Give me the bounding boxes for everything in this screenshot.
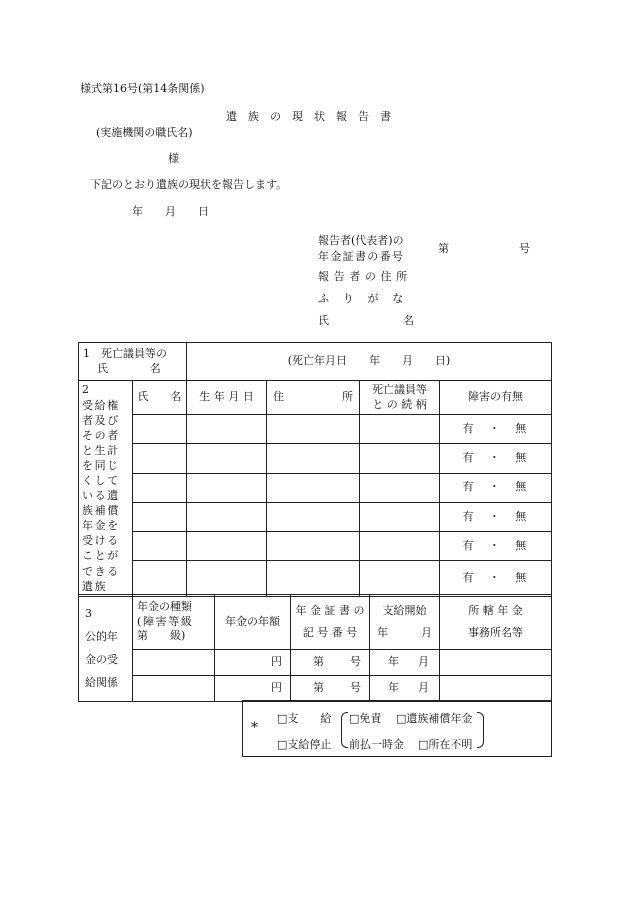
section2-table	[78, 380, 552, 597]
table-row	[79, 561, 552, 596]
relation-cell[interactable]	[360, 415, 440, 444]
status-maebarai-label: 前払一時金	[349, 738, 404, 751]
section2-number: 2	[82, 383, 89, 396]
address-cell[interactable]	[267, 473, 360, 502]
birth-cell[interactable]	[187, 502, 267, 531]
status-shikyu-teishi-checkbox[interactable]: □支給停止	[277, 738, 332, 751]
section3-label-2: 金の受	[85, 653, 118, 666]
intro-text: 下記のとおり遺族の現状を報告します。	[90, 178, 288, 191]
birth-cell[interactable]	[187, 532, 267, 561]
col-pension-type-label-2: (障害等級	[137, 614, 194, 628]
col-name-header: 氏 名	[133, 381, 187, 415]
office-cell[interactable]	[440, 650, 552, 676]
addressee-honorific: 様	[168, 152, 179, 165]
section2-description: 受給権者及びその者と生計を同じくしている遺族補償年金を受けることができる遺族	[82, 398, 120, 593]
report-date: 年 月 日	[132, 205, 209, 218]
col-address-header	[267, 381, 360, 415]
cert-go: 号	[519, 242, 530, 255]
cert-number-cell[interactable]	[291, 676, 370, 702]
deceased-name-label-1: 1 死亡議員等の	[83, 346, 167, 360]
table-row	[79, 444, 552, 473]
relation-cell[interactable]	[360, 473, 440, 502]
col-start-date-label-2: 年 月	[377, 626, 432, 639]
page-title: 遺 族 の 現 状 報 告 書	[226, 110, 391, 123]
table-row	[79, 532, 552, 561]
name-cell[interactable]	[133, 561, 187, 596]
name-cell[interactable]	[133, 532, 187, 561]
col-pension-type-header	[133, 595, 215, 650]
relation-cell[interactable]	[360, 532, 440, 561]
status-shikyu-checkbox[interactable]: □支 給	[277, 712, 332, 725]
birth-cell[interactable]	[187, 444, 267, 473]
start-year-label: 年	[388, 655, 399, 669]
disability-cell[interactable]: 有 ・ 無	[440, 502, 552, 531]
status-box	[242, 700, 552, 757]
status-asterisk: *	[251, 720, 258, 736]
start-month-label: 月	[418, 655, 429, 669]
cert-number-label-1: 報告者(代表者)の	[318, 234, 404, 247]
name-cell[interactable]	[133, 502, 187, 531]
form-number: 様式第16号(第14条関係)	[80, 82, 205, 95]
cert-dai-label: 第	[313, 655, 324, 669]
name-cell[interactable]	[133, 415, 187, 444]
name-cell[interactable]	[133, 473, 187, 502]
col-office-label-1: 所 轄 年 金	[468, 604, 523, 617]
col-cert-number-label-1: 年 金 証 書 の	[295, 604, 365, 617]
name-cell[interactable]	[133, 444, 187, 473]
cert-dai: 第	[438, 242, 449, 255]
address-cell[interactable]	[267, 561, 360, 596]
col-relation-label-1: 死亡議員等	[372, 382, 427, 396]
col-relation-label-2: と の 続 柄	[372, 397, 427, 411]
start-date-cell[interactable]	[370, 650, 440, 676]
col-address-label-2: 所	[342, 390, 353, 404]
office-cell[interactable]	[440, 676, 552, 702]
right-bracket	[477, 712, 484, 748]
col-disability-header: 障害の有無	[440, 381, 552, 415]
table-row	[79, 676, 552, 702]
section3-label	[79, 595, 133, 702]
birth-cell[interactable]	[187, 415, 267, 444]
address-cell[interactable]	[267, 532, 360, 561]
status-shozai-fumei-checkbox[interactable]: □所在不明	[418, 738, 473, 751]
col-start-date-header	[370, 595, 440, 650]
col-cert-number-header	[291, 595, 370, 650]
section2-label	[79, 381, 133, 597]
table-row	[79, 415, 552, 444]
reporter-name-label-1: 氏	[318, 314, 329, 327]
section3-label-1: 公的年	[85, 629, 118, 643]
section1-table	[78, 342, 552, 381]
pension-type-cell[interactable]	[133, 650, 215, 676]
status-menseki-checkbox[interactable]: □免責	[349, 712, 382, 725]
col-pension-type-label-1: 年金の種類	[137, 599, 192, 613]
section3-table	[78, 594, 552, 702]
table-row	[79, 502, 552, 531]
start-date-cell[interactable]	[370, 676, 440, 702]
col-start-date-label-1: 支給開始	[382, 604, 427, 617]
status-izoku-nenkin-checkbox[interactable]: □遺族補償年金	[396, 712, 473, 725]
section3-label-3: 給関係	[85, 676, 118, 690]
cert-number-cell[interactable]	[291, 650, 370, 676]
table-row	[79, 650, 552, 676]
annual-amount-cell[interactable]: 円	[215, 650, 291, 676]
col-pension-type-label-3: 第 級)	[137, 629, 186, 643]
deceased-name-label-2: 氏 名	[97, 361, 163, 375]
start-year-label: 年	[388, 681, 399, 695]
deceased-name-header	[79, 343, 187, 381]
address-cell[interactable]	[267, 415, 360, 444]
col-cert-number-label-2: 記 号 番 号	[302, 626, 358, 639]
annual-amount-cell[interactable]: 円	[215, 676, 291, 702]
pension-type-cell[interactable]	[133, 676, 215, 702]
cert-dai-label: 第	[313, 681, 324, 695]
left-bracket	[341, 712, 348, 748]
birth-cell[interactable]	[187, 561, 267, 596]
col-relation-header	[360, 381, 440, 415]
reporter-address-label: 報告者の住所	[318, 270, 412, 283]
col-annual-amount-header: 年金の年額	[215, 595, 291, 650]
disability-cell[interactable]: 有 ・ 無	[440, 561, 552, 596]
table-row	[79, 473, 552, 502]
col-address-label-1: 住	[273, 390, 284, 404]
col-birth-header: 生 年 月 日	[187, 381, 267, 415]
cert-go-label: 号	[350, 681, 361, 695]
reporter-furigana-label: ふりがな	[318, 292, 417, 305]
disability-cell[interactable]: 有 ・ 無	[440, 473, 552, 502]
relation-cell[interactable]	[360, 502, 440, 531]
address-cell[interactable]	[267, 444, 360, 473]
start-month-label: 月	[418, 681, 429, 695]
death-date-label: (死亡年月日 年 月 日)	[287, 354, 451, 368]
disability-cell[interactable]: 有 ・ 無	[440, 444, 552, 473]
birth-cell[interactable]	[187, 473, 267, 502]
institution-label: (実施機関の職氏名)	[96, 126, 193, 139]
relation-cell[interactable]	[360, 561, 440, 596]
address-cell[interactable]	[267, 502, 360, 531]
death-date-cell[interactable]	[187, 343, 552, 381]
cert-number-label-2: 年金証書の番号	[318, 250, 405, 263]
col-office-header	[440, 595, 552, 650]
section3-number: 3	[85, 606, 92, 620]
disability-cell[interactable]: 有 ・ 無	[440, 415, 552, 444]
relation-cell[interactable]	[360, 444, 440, 473]
reporter-name-label-2: 名	[403, 314, 414, 327]
col-office-label-2: 事務所名等	[468, 626, 523, 639]
disability-cell[interactable]: 有 ・ 無	[440, 532, 552, 561]
cert-go-label: 号	[350, 655, 361, 669]
